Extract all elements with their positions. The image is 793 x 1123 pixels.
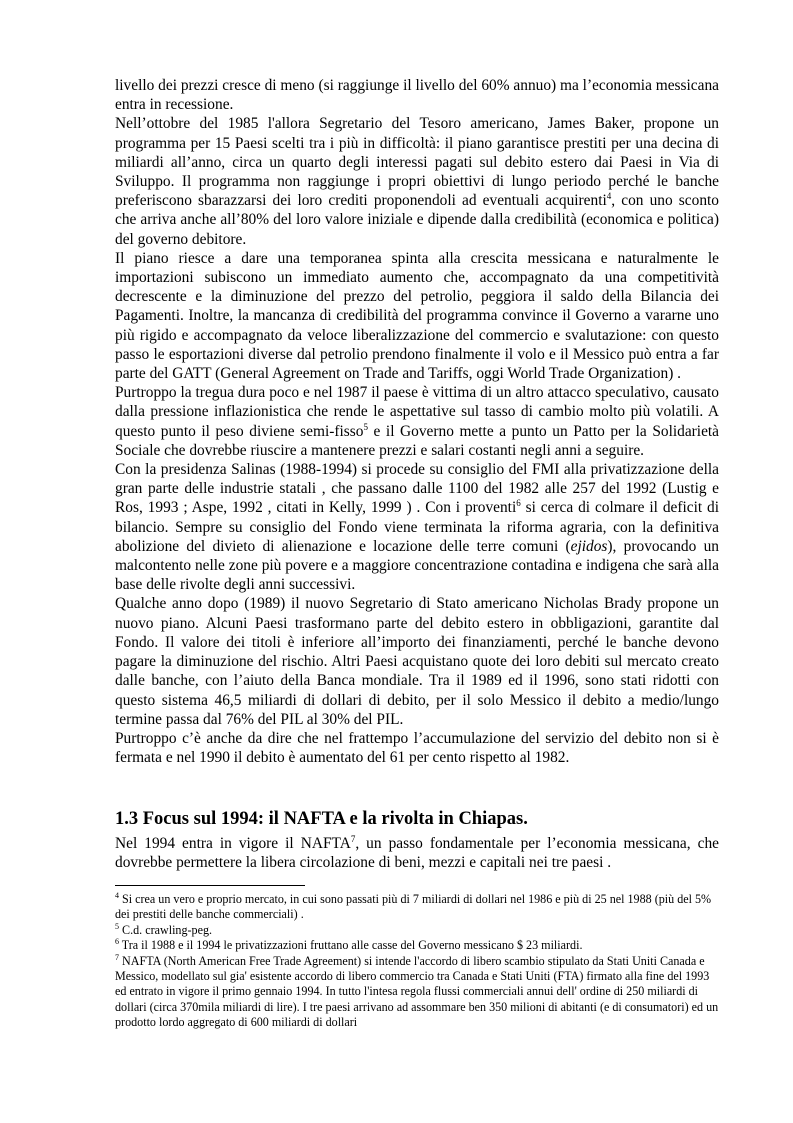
- paragraph: Purtroppo la tregua dura poco e nel 1987 il paese è vittima di un altro attacco speculativo, causato dalla pressione inflazionistica che rende le aspettative sul tasso di cambio molto più volatili. A questo punto il peso diviene semi-fisso$^5$ e il Governo mette a punto un Patto per la Solidarietà Sociale che dovrebbe riuscire a mantenere prezzi e salari costanti negli anni a seguire.: [115, 384, 720, 459]
- paragraph: Qualche anno dopo (1989) il nuovo Segretario di Stato americano Nicholas Brady propone un nuovo piano. Alcuni Paesi trasformano parte del debito estero in obbligazioni, garantite dal Fondo. Il valore dei titoli è inferiore all’importo dei finanziamenti, perché le banche devono pagare la diminuzione del rischio. Altri Paesi acquistano quote dei loro debiti sul mercato creato dalle banche, con l’aiuto della Banca mondiale. Tra il 1989 ed il 1996, sono stati ridotti con questo sistema 46,5 miliardi di dollari di debito, per il solo Messico il debito a medio/lungo termine passa dal 76% del PIL al 30% del PIL.: [115, 595, 719, 728]
- footnote-ref[interactable]: 7: [350, 833, 356, 844]
- footnote-ref[interactable]: 5: [363, 421, 368, 432]
- section-heading: 1.3 Focus sul 1994: il NAFTA e la rivolta in Chiapas.: [115, 809, 528, 829]
- footnote: $^4$ Si crea un vero e proprio mercato, in cui sono passati più di 7 miliardi di dollari nel 1986 e più di 25 nel 1988 (più del 5% dei prestiti delle banche commerciali) .: [115, 890, 712, 922]
- footnote-number: 6: [115, 937, 119, 947]
- footnote: $^6$ Tra il 1988 e il 1994 le privatizzazioni fruttano alle casse del Governo messicano $ 23 miliardi.: [115, 937, 583, 953]
- paragraph: Purtroppo c’è anche da dire che nel frattempo l’accumulazione del servizio del debito non si è fermata e nel 1990 il debito è aumentato del 61 per cento rispetto al 1982.: [115, 729, 719, 767]
- paragraph: Nell’ottobre del 1985 l'allora Segretario del Tesoro americano, James Baker, propone un programma per 15 Paesi scelti tra i più in difficoltà: il piano garantisce prestiti per una decina di miliardi all’anno, circa un quarto degli interessi pagati sul debito estero dai Paesi in Via di Sviluppo. Il programma non raggiunge i propri obiettivi di lungo periodo perché le banche preferiscono sbarazzarsi dei loro crediti proponendoli ad eventuali acquirenti$^4$, con uno sconto che arriva anche all’80% del loro valore iniziale e dipende dalla credibilità (economica e politica) del governo debitore.: [115, 115, 719, 248]
- footnote-ref[interactable]: 6: [516, 498, 521, 509]
- footnote: $^5$ C.d. crawling-peg.: [115, 921, 213, 937]
- paragraph: Il piano riesce a dare una temporanea spinta alla crescita messicana e naturalmente le importazioni subiscono un immediato aumento che, accompagnato da una competitività decrescente e la diminuzione del prezzo del petrolio, peggiora il saldo della Bilancia dei Pagamenti. Inoltre, la mancanza di credibilità del programma convince il Governo a vararne uno più rigido e accompagnato da veloce liberalizzazione del commercio e svalutazione: con questo passo le esportazioni diverse dal petrolio prendono finalmente il volo e il Messico può entra a far parte del GATT (General Agreement on Trade and Tariffs, oggi World Trade Organization) .: [115, 249, 719, 383]
- footnote-number: 4: [115, 890, 119, 900]
- paragraph: livello dei prezzi cresce di meno (si raggiunge il livello del 60% annuo) ma l’economia messicana entra in recessione.: [115, 77, 719, 114]
- footnote-number: 5: [115, 921, 119, 931]
- footnote-ref[interactable]: 4: [606, 191, 612, 202]
- section-paragraph: Nel 1994 entra in vigore il NAFTA$^7$, un passo fondamentale per l’economia messicana, che dovrebbe permettere la libera circolazione di beni, mezzi e capitali nei tre paesi .: [115, 833, 719, 872]
- footnote-number: 7: [115, 952, 119, 962]
- footnote-divider: [115, 885, 305, 886]
- paragraph: Con la presidenza Salinas (1988-1994) si procede su consiglio del FMI alla privatizzazione della gran parte delle industrie statali , che passano dalle 1100 del 1982 alle 257 del 1992 (Lustig e Ros, 1993 ; Aspe, 1992 , citati in Kelly, 1999 ) . Con i proventi$^6$ si cerca di colmare il deficit di bilancio. Sempre su consiglio del Fondo viene terminata la riforma agraria, con la definitiva abolizione del divieto di alienazione e locazione delle terre comuni (ejidos), provocando un malcontento nelle zone più povere e a maggiore concentrazione contadina e indigena che sarà alla base delle rivolte degli anni successivi.: [115, 461, 719, 594]
- footnote: $^7$ NAFTA (North American Free Trade Agreement) si intende l'accordo di libero scambio stipulato da Stati Uniti Canada e Messico, modellato sul gia' esistente accordo di libero commercio tra Canada e Stati Uniti (FTA) firmato alla fine del 1993 ed entrato in vigore il primo gennaio 1994. In tutto l'intesa regola flussi commerciali annui dell' ordine di 250 miliardi di dollari (circa 370mila miliardi di lire). I tre paesi arrivano ad assommare ben 350 milioni di abitanti (e di consumatori) ed un prodotto lordo aggregato di 600 miliardi di dollari: [115, 952, 719, 1030]
- body-text: [115, 76, 719, 767]
- footnotes: [115, 892, 719, 1031]
- italic-term: ejidos: [570, 537, 608, 555]
